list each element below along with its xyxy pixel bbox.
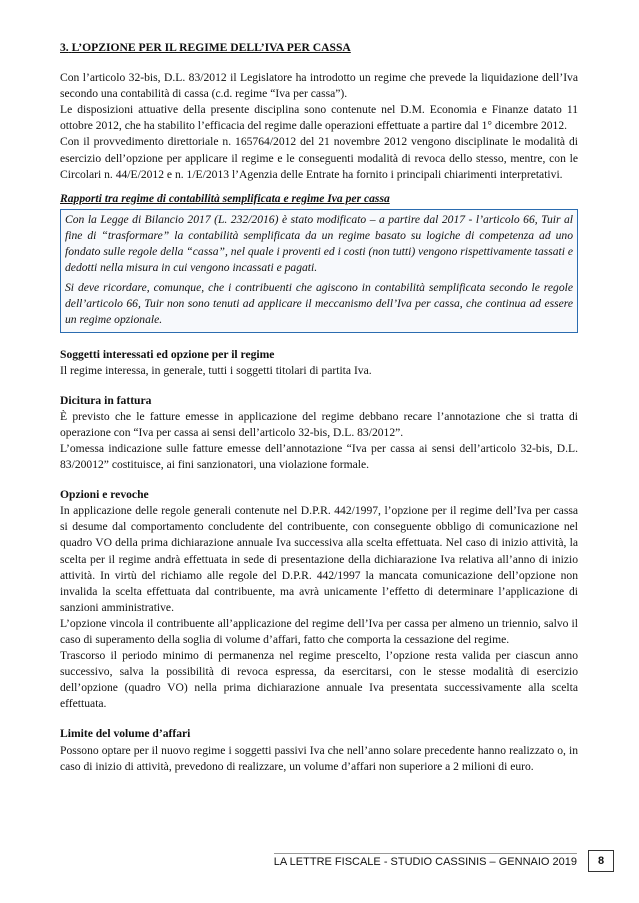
box-heading: Rapporti tra regime di contabilità semplificata e regime Iva per cassa — [60, 191, 390, 205]
page-footer — [0, 850, 639, 880]
block-opzioni — [60, 487, 578, 712]
block-paragraph: È previsto che le fatture emesse in applicazione del regime debbano recare l’annotazione che si tratta di operazione con “Iva per cassa ai sensi dell’articolo 32-bis, D.L. 83/2012”. — [60, 409, 578, 439]
intro-paragraph: Con l’articolo 32-bis, D.L. 83/2012 il Legislatore ha introdotto un regime che prevede la liquidazione dell’Iva secondo una contabilità di cassa (c.d. regime “Iva per cassa”). — [60, 71, 578, 101]
block-paragraph: In applicazione delle regole generali contenute nel D.P.R. 442/1997, l’opzione per il regime dell’Iva per cassa si desume dal comportamento concludente del contribuente, con conseguente obbligo di comunicazione nel quadro VO della prima dichiarazione annuale Iva successiva alla scelta effettuata. Nel caso di inizio attività, la scelta per il regime andrà effettuata in sede di presentazione della dichiarazione Iva relativa all’anno di inizio attività. In virtù del richiamo alle regole del D.P.R. 442/1997 la mancata comunicazione dell’opzione non invalida la scelta effettuata dal contribuente, ma avrà unicamente l’effetto di determinare l’applicazione di sanzioni amministrative. — [60, 504, 578, 614]
block-paragraph: Trascorso il periodo minimo di permanenza nel regime prescelto, l’opzione resta valida per ciascun anno successivo, salva la possibilità di revoca espressa, da esercitarsi, con le stesse modalità di esercizio dell’opzione (quadro VO) nella prima dichiarazione annuale Iva presentata successivamente alla scelta effettuata. — [60, 649, 578, 711]
document-page — [60, 40, 578, 775]
block-title: Soggetti interessati ed opzione per il regime — [60, 347, 275, 361]
intro-text — [60, 70, 578, 183]
section-number: 3. — [60, 41, 69, 54]
block-title: Limite del volume d’affari — [60, 727, 191, 741]
block-limite — [60, 726, 578, 774]
block-soggetti — [60, 347, 578, 379]
section-title — [60, 40, 578, 56]
box-paragraph: Si deve ricordare, comunque, che i contribuenti che agiscono in contabilità semplificata secondo le regole dell’articolo 66, Tuir non sono tenuti ad applicare il meccanismo dell’Iva per cassa, che continua ad essere un regime opzionale. — [65, 281, 573, 327]
block-paragraph: L’opzione vincola il contribuente all’applicazione del regime dell’Iva per cassa per almeno un triennio, salvo il caso di superamento della soglia di volume d’affari, fatto che comporta la cessazione del regime. — [60, 616, 578, 646]
block-title: Opzioni e revoche — [60, 488, 149, 502]
intro-paragraph: Con il provvedimento direttoriale n. 165764/2012 del 21 novembre 2012 vengono disciplinate le modalità di esercizio dell’opzione per applicare il regime e le conseguenti modalità di revoca dello stesso, mentre, con le Circolari n. 44/E/2012 e n. 1/E/2013 l’Agenzia delle Entrate ha fornito i principali chiarimenti interpretativi. — [60, 135, 578, 181]
block-title: Dicitura in fattura — [60, 393, 152, 407]
block-paragraph: Il regime interessa, in generale, tutti i soggetti titolari di partita Iva. — [60, 363, 372, 377]
block-paragraph: L’omessa indicazione sulle fatture emesse dell’annotazione “Iva per cassa ai sensi dell’articolo 32-bis, D.L. 83/20012” costituisce, ai fini sanzionatori, una violazione formale. — [60, 441, 578, 472]
highlight-box — [60, 209, 578, 333]
intro-paragraph: Le disposizioni attuative della presente disciplina sono contenute nel D.M. Economia e Finanze datato 11 ottobre 2012, che ha stabilito l’efficacia del regime dalle operazioni effettuate a partire dal 1° dicembre 2012. — [60, 103, 578, 133]
footer-text: LA LETTRE FISCALE - STUDIO CASSINIS – GENNAIO 2019 — [274, 853, 577, 868]
page-number: 8 — [588, 850, 614, 872]
section-title-text: L’OPZIONE PER IL REGIME DELL’IVA PER CASSA — [71, 41, 351, 54]
box-paragraph: Con la Legge di Bilancio 2017 (L. 232/2016) è stato modificato – a partire dal 2017 - l’articolo 66, Tuir al fine di “trasformare” la contabilità semplificata da un regime basato su logiche di competenza ad uno fondato sulle regole della “cassa”, nel quale i proventi ed i costi (non tutti) vengono rispettivamente tassati e dedotti nella misura in cui vengono incassati e pagati. — [65, 212, 573, 275]
block-dicitura — [60, 393, 578, 473]
block-paragraph: Possono optare per il nuovo regime i soggetti passivi Iva che nell’anno solare precedente hanno realizzato o, in caso di inizio di attività, prevedono di realizzare, un volume d’affari non superiore a 2 milioni di euro. — [60, 743, 578, 773]
